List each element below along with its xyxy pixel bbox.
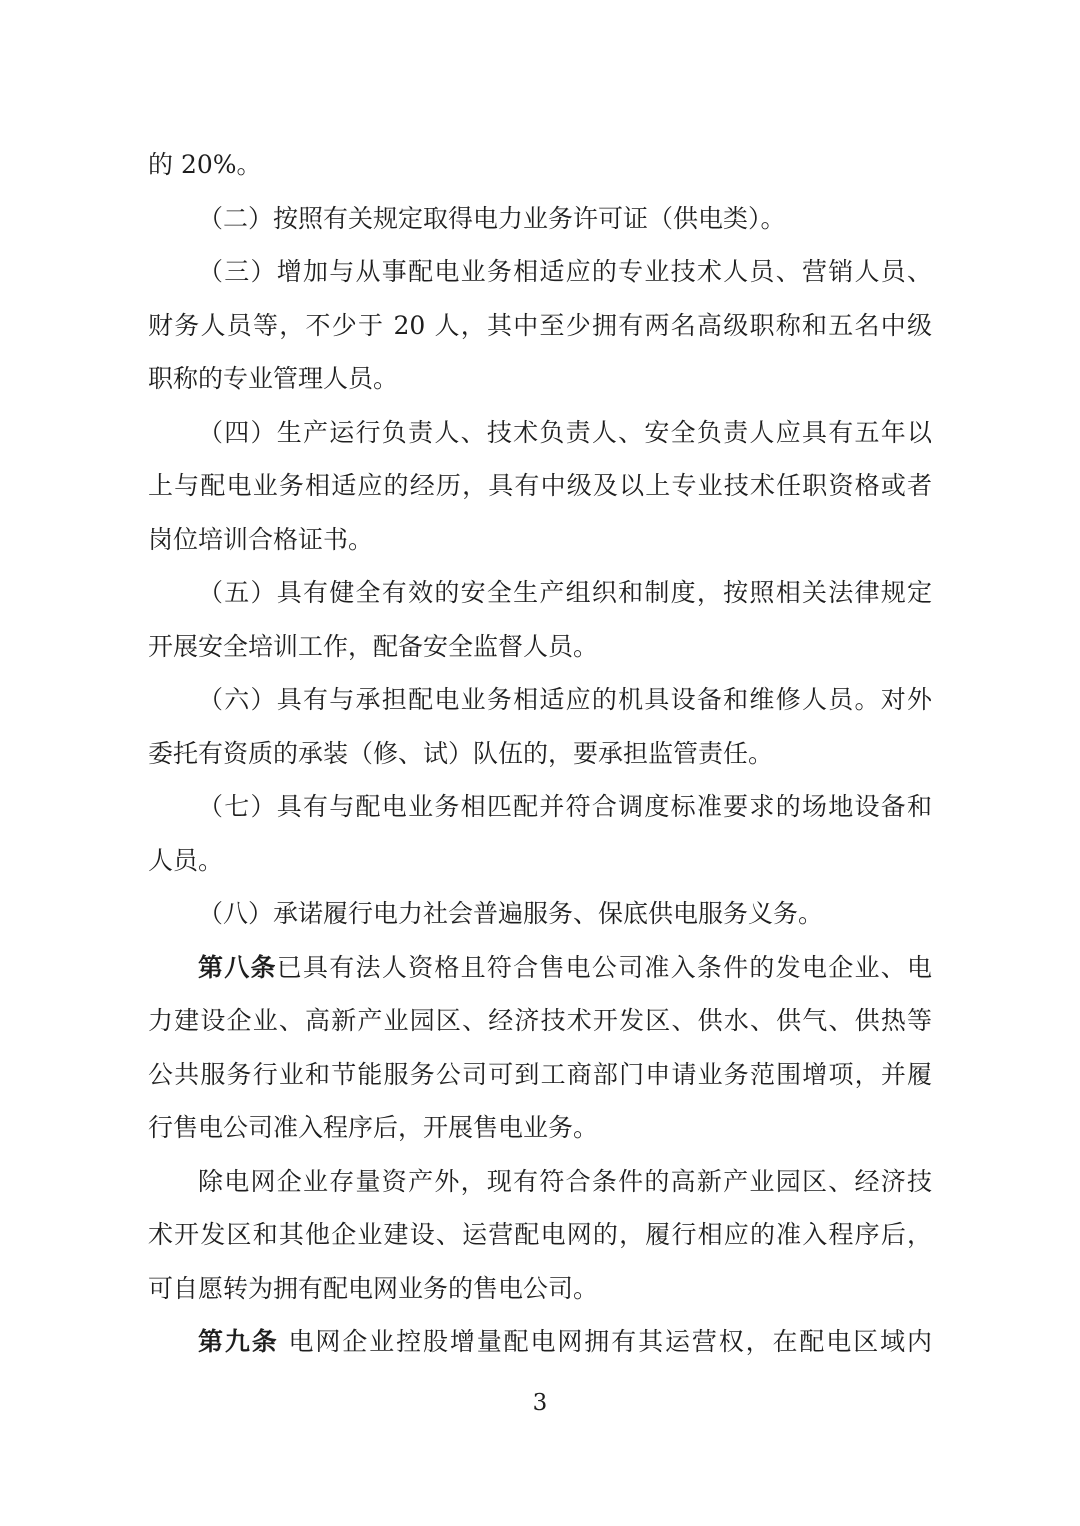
article-number: 第九条 — [198, 1327, 279, 1356]
document-line: 上与配电业务相适应的经历，具有中级及以上专业技术任职资格或者 — [148, 471, 932, 500]
article-number: 第八条 — [198, 952, 277, 982]
document-line: （八）承诺履行电力社会普遍服务、保底供电服务义务。 — [198, 899, 824, 928]
document-line: 公共服务行业和节能服务公司可到工商部门申请业务范围增项，并履 — [148, 1059, 932, 1089]
document-line: （二）按照有关规定取得电力业务许可证（供电类）。 — [198, 203, 786, 233]
document-line: 委托有资质的承装（修、试）队伍的，要承担监管责任。 — [148, 738, 774, 768]
document-line: 的 20%。 — [148, 150, 262, 179]
document-line: 岗位培训合格证书。 — [148, 524, 374, 554]
document-line: 行售电公司准入程序后，开展售电业务。 — [148, 1113, 599, 1142]
document-line: （六）具有与承担配电业务相适应的机具设备和维修人员。对外 — [198, 685, 932, 714]
document-line: （七）具有与配电业务相匹配并符合调度标准要求的场地设备和 — [198, 792, 932, 821]
document-body — [148, 138, 932, 1369]
document-line: 术开发区和其他企业建设、运营配电网的，履行相应的准入程序后， — [148, 1220, 932, 1249]
document-line: （三）增加与从事配电业务相适应的专业技术人员、营销人员、 — [198, 257, 932, 286]
document-line: （四）生产运行负责人、技术负责人、安全负责人应具有五年以 — [198, 417, 932, 447]
document-line: 开展安全培训工作，配备安全监督人员。 — [148, 631, 599, 661]
document-line: 可自愿转为拥有配电网业务的售电公司。 — [148, 1273, 599, 1303]
document-line: 人员。 — [148, 845, 224, 875]
document-line: （五）具有健全有效的安全生产组织和制度，按照相关法律规定 — [198, 578, 932, 607]
document-line: 第九条 电网企业控股增量配电网拥有其运营权，在配电区域内 — [198, 1327, 932, 1356]
document-line: 力建设企业、高新产业园区、经济技术开发区、供水、供气、供热等 — [148, 1006, 932, 1035]
document-line: 财务人员等，不少于 20 人，其中至少拥有两名高级职称和五名中级 — [148, 310, 932, 340]
document-line: 第八条已具有法人资格且符合售电公司准入条件的发电企业、电 — [198, 952, 932, 982]
document-line: 职称的专业管理人员。 — [148, 364, 399, 393]
document-line: 除电网企业存量资产外，现有符合条件的高新产业园区、经济技 — [198, 1166, 932, 1196]
page-number: 3 — [532, 1390, 548, 1416]
